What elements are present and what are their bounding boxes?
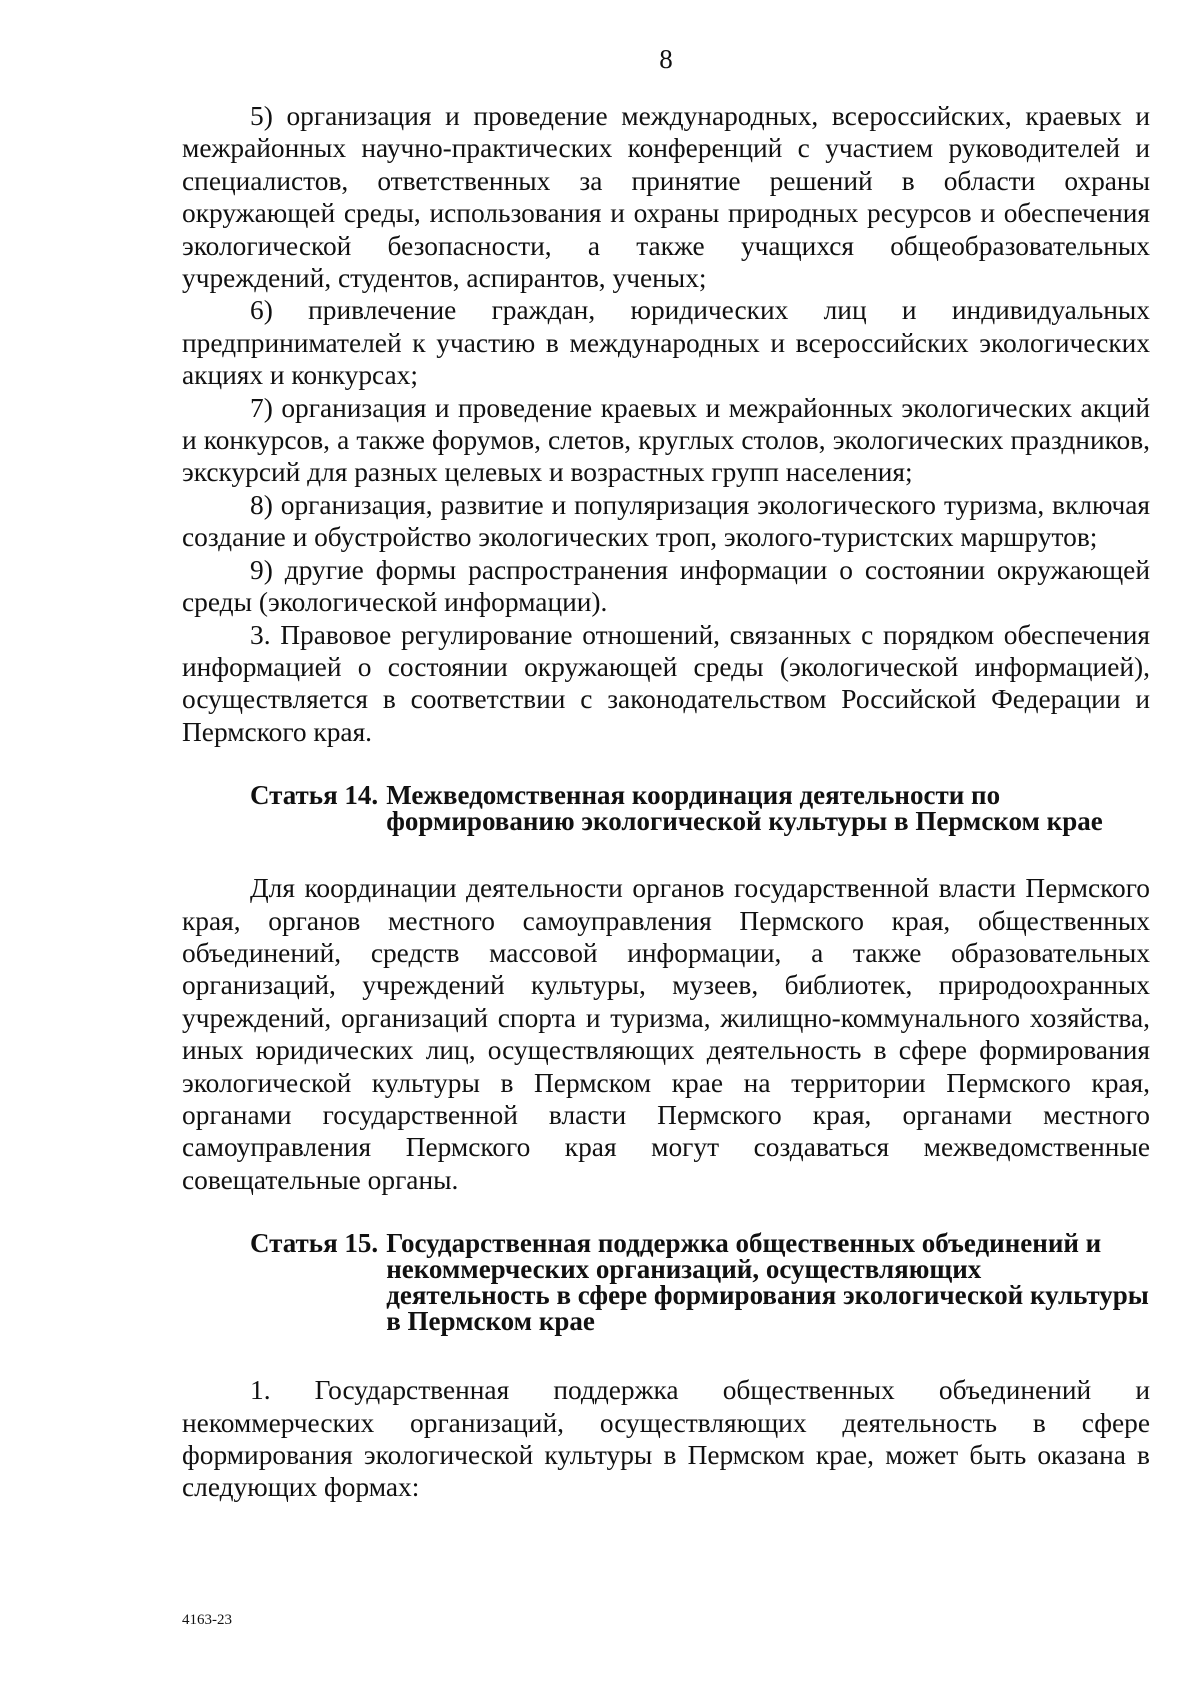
paragraph-item-5: 5) организация и проведение международных, всероссийских, краевых и межрайонных научно-практических конференций с участием руководителей и специалистов, ответственных за принятие решений в области охраны окружающей среды, использования и охраны природных ресурсов и обеспечения экологической безопасности, а также учащихся общеобразовательных учреждений, студентов, аспирантов, ученых; [182,101,1150,294]
paragraph-item-6: 6) привлечение граждан, юридических лиц и индивидуальных предпринимателей к участию в международных и всероссийских экологических акциях и конкурсах; [182,295,1150,391]
article-14-body: Для координации деятельности органов государственной власти Пермского края, органов местного самоуправления Пермского края, общественных объединений, средств массовой информации, а также образовательных организаций, учреждений культуры, музеев, библиотек, природоохранных учреждений, организаций спорта и туризма, жилищно-коммунального хозяйства, иных юридических лиц, осуществляющих деятельность в сфере формирования экологической культуры в Пермском крае на территории Пермского края, органами государственной власти Пермского края, органами местного самоуправления Пермского края могут создаваться межведомственные совещательные органы. [182,873,1150,1195]
paragraph-item-7: 7) организация и проведение краевых и межрайонных экологических акций и конкурсов, а также форумов, слетов, круглых столов, экологических праздников, экскурсий для разных целевых и возрастных групп населения; [182,392,1150,488]
article-14-title: Межведомственная координация деятельности по формированию экологической культуры в Пермском крае [386,780,1103,837]
document-code: 4163-23 [182,1612,232,1628]
article-15-heading [182,1228,1150,1337]
article-15-body: 1. Государственная поддержка общественных объединений и некоммерческих организаций, осуществляющих деятельность в сфере формирования экологической культуры в Пермском крае, может быть оказана в следующих формах: [182,1375,1150,1503]
paragraph-part-3: 3. Правовое регулирование отношений, связанных с порядком обеспечения информацией о состоянии окружающей среды (экологической информацией), осуществляется в соответствии с законодательством Российской Федерации и Пермского края. [182,619,1150,747]
paragraph-item-8: 8) организация, развитие и популяризация экологического туризма, включая создание и обустройство экологических троп, эколого-туристских маршрутов; [182,489,1150,553]
page-number: 8 [659,44,673,74]
article-14-number: Статья 14. [250,780,379,811]
article-15-number: Статья 15. [250,1228,379,1259]
article-14-heading [182,780,1150,837]
document-body [182,100,1150,1504]
paragraph-item-9: 9) другие формы распространения информации о состоянии окружающей среды (экологической информации). [182,554,1150,618]
article-15-title: Государственная поддержка общественных объединений и некоммерческих организаций, осуществляющих деятельность в сфере формирования экологической культуры в Пермском крае [386,1228,1149,1337]
